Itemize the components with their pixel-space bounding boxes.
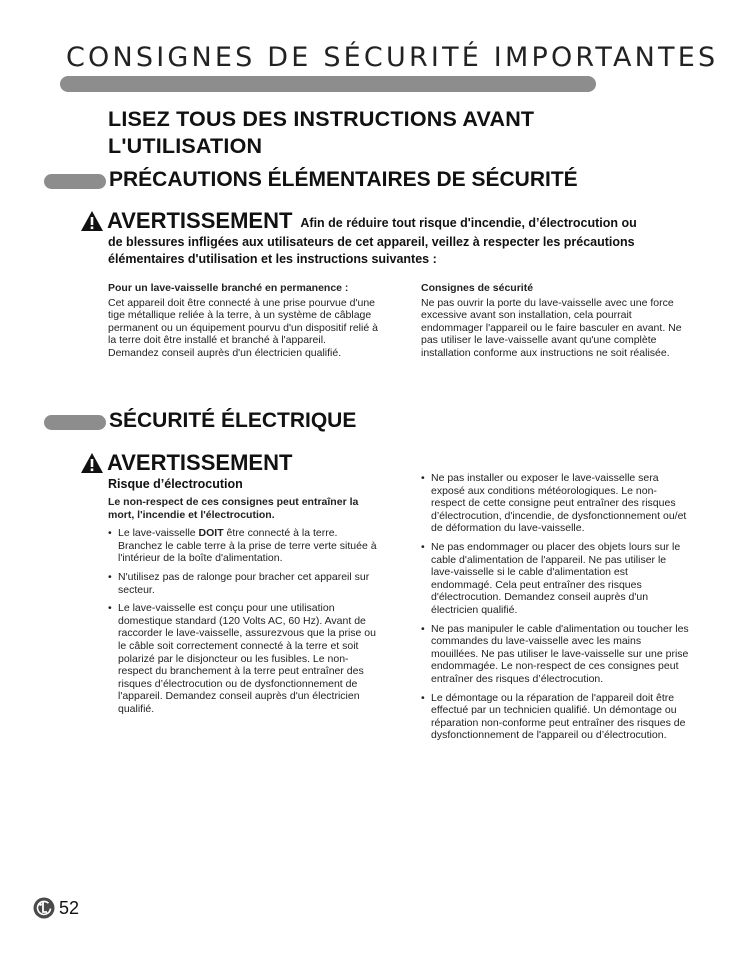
section1-warning-row bbox=[80, 210, 680, 232]
page-number: 52 bbox=[59, 897, 80, 918]
bullet-text: Le lave-vaisselle bbox=[118, 527, 199, 540]
section2-left-column bbox=[108, 477, 380, 716]
section1-title: PRÉCAUTIONS ÉLÉMENTAIRES DE SÉCURITÉ bbox=[109, 168, 578, 191]
lg-logo-icon bbox=[33, 897, 55, 919]
list-item: • Ne pas endommager ou placer des objets lours sur le cable d'alimentation de l'appareil. Ne pas utiliser le lave-vaisselle si le cable d'alimentation est endommagé. Cela peut entraîner des risques d'électrocution. Demandez conseil auprès d'un électricien qualifié. bbox=[421, 541, 689, 617]
list-item: • Ne pas manipuler le cable d'alimentation ou toucher les commandes du lave-vaisselle avec les mains mouillées. Ne pas utiliser le lave-vaisselle sur une prise endommagée. Le non-respect de ces consignes peut entraîner des risques d’électrocution. bbox=[421, 623, 689, 686]
section2-subtitle: Risque d’électrocution bbox=[108, 477, 243, 491]
bullet-text: être connecté à la terre. Branchez le cable terre à la prise de terre verte située à l'intérieur de la boîte d'alimentation. bbox=[118, 527, 377, 565]
section2-pill bbox=[44, 415, 106, 430]
list-item: • N'utilisez pas de ralonge pour bracher cet appareil sur secteur. bbox=[108, 571, 380, 596]
bullet-bold-word: DOIT bbox=[198, 527, 224, 540]
section2-warning bbox=[80, 452, 292, 474]
section2-right-list bbox=[421, 472, 689, 742]
section2-warning-word: AVERTISSEMENT bbox=[107, 450, 293, 475]
section1-right-title: Consignes de sécurité bbox=[421, 282, 534, 294]
section2-bold-line: Le non-respect de ces consignes peut entraîner la mort, l'incendie et l'électrocution. bbox=[108, 496, 359, 521]
section1-left-column bbox=[108, 282, 378, 360]
section1-warning-word: AVERTISSEMENT bbox=[107, 208, 293, 233]
section2-right-column bbox=[421, 466, 689, 742]
list-item: • Le lave-vaisselle est conçu pour une utilisation domestique standard (120 Volts AC, 60 Hz). Avant de raccorder le lave-vaisselle, assurezvous que la prise ou le câble soit correctement connecté à la terre et soit polarizé par le disjoncteur ou les fusibles. Le non-respect du branchement à la terre peut entraîner des risques d’électrocution ou de dysfonctionnement de l'appareil. Demandez conseil auprès d'un électricien qualifié. bbox=[108, 602, 380, 715]
header-bar bbox=[60, 76, 596, 92]
warning-triangle-icon bbox=[80, 452, 104, 474]
section1-left-title: Pour un lave-vaisselle branché en permanence : bbox=[108, 282, 349, 294]
list-item bbox=[108, 527, 380, 565]
section2-warning-row bbox=[80, 452, 292, 474]
main-heading-line1: LISEZ TOUS DES INSTRUCTIONS AVANT bbox=[108, 107, 535, 131]
page-header-title: CONSIGNES DE SÉCURITÉ IMPORTANTES bbox=[66, 42, 719, 73]
section1-pill bbox=[44, 174, 106, 189]
section1-warning bbox=[80, 210, 680, 267]
main-heading bbox=[108, 106, 628, 160]
list-item: • Le démontage ou la réparation de l'appareil doit être effectué par un technicien qualifié. Un démontage ou réparation non-conforme peut entraîner des risques de dysfonctionnement de l'appareil ou d’électrocution. bbox=[421, 692, 689, 742]
section2-title: SÉCURITÉ ÉLECTRIQUE bbox=[109, 409, 357, 432]
section1-right-text: Ne pas ouvrir la porte du lave-vaisselle avec une force excessive avant son installation, cela pourrait endommager l'appareil ou le faire basculer en avant. Ne pas utiliser le lave-vaisselle avant qu'une complète installation conforme aux instructions ne soit réalisée. bbox=[421, 296, 682, 359]
section1-right-column bbox=[421, 282, 689, 360]
section1-left-text: Cet appareil doit être connecté à une prise pourvue d'une tige métallique reliée à la terre, à un système de câblage permanent ou un équipement pourvu d'un dispositif relié à la terre doit être installé et branché à l'appareil. Demandez conseil auprès d'un électricien qualifié. bbox=[108, 296, 378, 359]
main-heading-line2: L'UTILISATION bbox=[108, 134, 263, 158]
warning-triangle-icon bbox=[80, 210, 104, 232]
list-item: • Ne pas installer ou exposer le lave-vaisselle sera exposé aux conditions météorologiques. Le non-respect de cette consigne peut entraîner des risques d’électrocution, d'incendie, de dysfonctionnement ou/et de déformation du lave-vaisselle. bbox=[421, 472, 689, 535]
section2-left-list bbox=[108, 527, 380, 715]
section1-warning-intro-first: Afin de réduire tout risque d'incendie, d’électrocution ou bbox=[300, 215, 637, 230]
section1-warning-intro-rest: de blessures infligées aux utilisateurs de cet appareil, veillez à respecter les précautions élémentaires d'utilisation et les instructions suivantes : bbox=[108, 235, 635, 266]
page-footer bbox=[33, 897, 79, 919]
